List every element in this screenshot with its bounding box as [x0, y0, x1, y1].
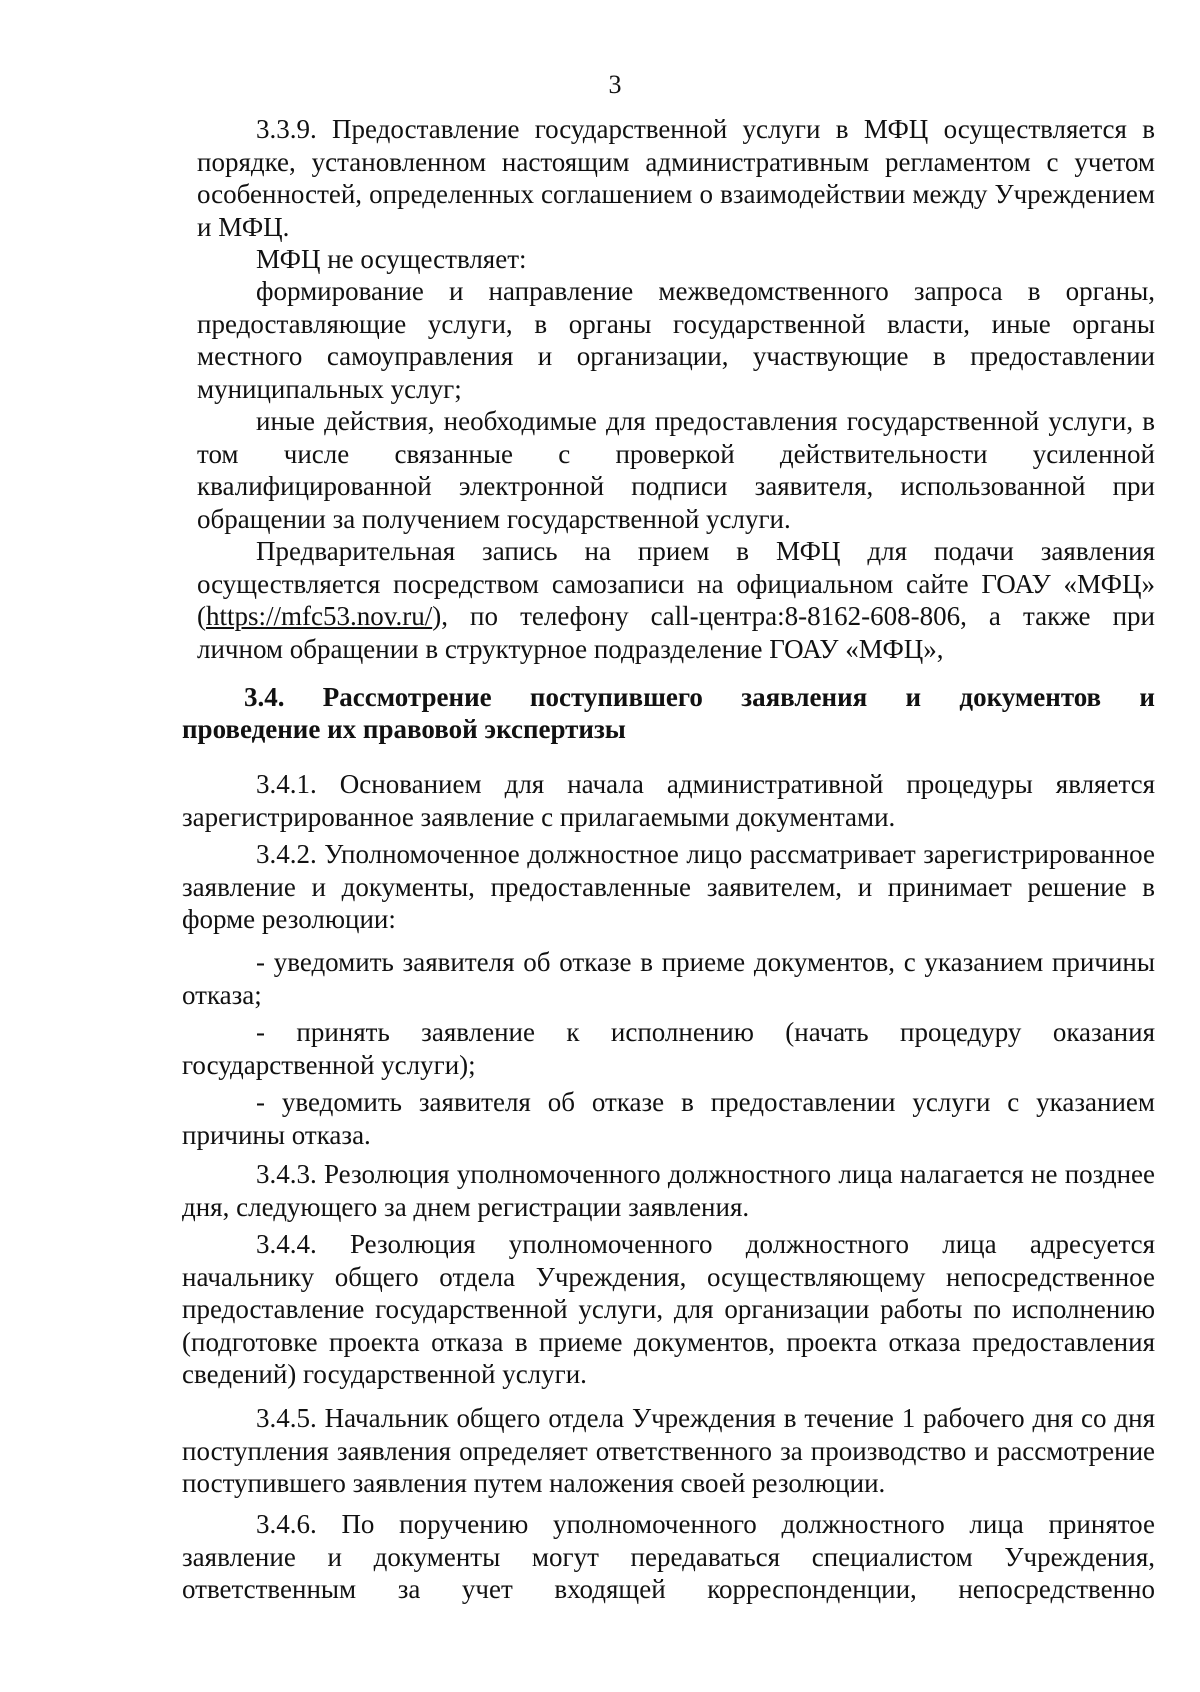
section-heading-3-4	[182, 681, 1155, 745]
mfc-website-link[interactable]: https://mfc53.nov.ru/	[206, 601, 433, 631]
section-heading-line-2: проведение их правовой экспертизы	[182, 714, 626, 744]
paragraph-interagency-request: формирование и направление межведомственного запроса в органы, предоставляющие услуги, в органы государственной власти, иные органы местного самоуправления и организации, участвующие в предоставлении муниципальных услуг;	[197, 276, 1155, 404]
paragraph-3-3-9: 3.3.9. Предоставление государственной услуги в МФЦ осуществляется в порядке, установленном настоящим административным регламентом с учетом особенностей, определенных соглашением о взаимодействии между Учреждением и МФЦ.	[197, 114, 1155, 242]
list-item-accept-application: - принять заявление к исполнению (начать процедуру оказания государственной услуги);	[182, 1017, 1155, 1080]
paragraph-other-actions: иные действия, необходимые для предоставления государственной услуги, в том числе связанные с проверкой действительности усиленной квалифицированной электронной подписи заявителя, использованной при обращении за получением государственной услуги.	[197, 406, 1155, 534]
paragraph-3-4-3: 3.4.3. Резолюция уполномоченного должностного лица налагается не позднее дня, следующего за днем регистрации заявления.	[182, 1159, 1155, 1222]
paragraph-mfc-does-not: МФЦ не осуществляет:	[256, 244, 527, 274]
text-after-link: ), по телефону call-центра:8-8162-608-806, а также при личном обращении в структурное подразделение ГОАУ «МФЦ»,	[197, 601, 1155, 664]
paragraph-3-4-2: 3.4.2. Уполномоченное должностное лицо рассматривает зарегистрированное заявление и документы, предоставленные заявителем, и принимает решение в форме резолюции:	[182, 839, 1155, 934]
list-item-refuse-acceptance: - уведомить заявителя об отказе в приеме документов, с указанием причины отказа;	[182, 947, 1155, 1010]
section-heading-line-1: 3.4. Рассмотрение поступившего заявления и документов и	[244, 682, 1155, 712]
paragraph-3-4-5: 3.4.5. Начальник общего отдела Учреждения в течение 1 рабочего дня со дня поступления заявления определяет ответственного за производство и рассмотрение поступившего заявления путем наложения своей резолюции.	[182, 1403, 1155, 1498]
list-item-refuse-service: - уведомить заявителя об отказе в предоставлении услуги с указанием причины отказа.	[182, 1087, 1155, 1150]
paragraph-3-4-1: 3.4.1. Основанием для начала административной процедуры является зарегистрированное заявление с прилагаемыми документами.	[182, 769, 1155, 832]
text-before-link: Предварительная запись на прием в МФЦ для подачи заявления осуществляется посредством самозаписи на официальном сайте ГОАУ «МФЦ» (	[197, 536, 1155, 631]
paragraph-3-4-4: 3.4.4. Резолюция уполномоченного должностного лица адресуется начальнику общего отдела Учреждения, осуществляющему непосредственное предоставление государственной услуги, для организации работы по исполнению (подготовке проекта отказа в приеме документов, проекта отказа предоставления сведений) государственной услуги.	[182, 1229, 1155, 1389]
paragraph-3-4-6: 3.4.6. По поручению уполномоченного должностного лица принятое заявление и документы могут передаваться специалистом Учреждения, ответственным за учет входящей корреспонденции, непосредственно	[182, 1509, 1155, 1604]
page-number: 3	[608, 70, 622, 99]
paragraph-preliminary-registration	[197, 535, 1155, 665]
